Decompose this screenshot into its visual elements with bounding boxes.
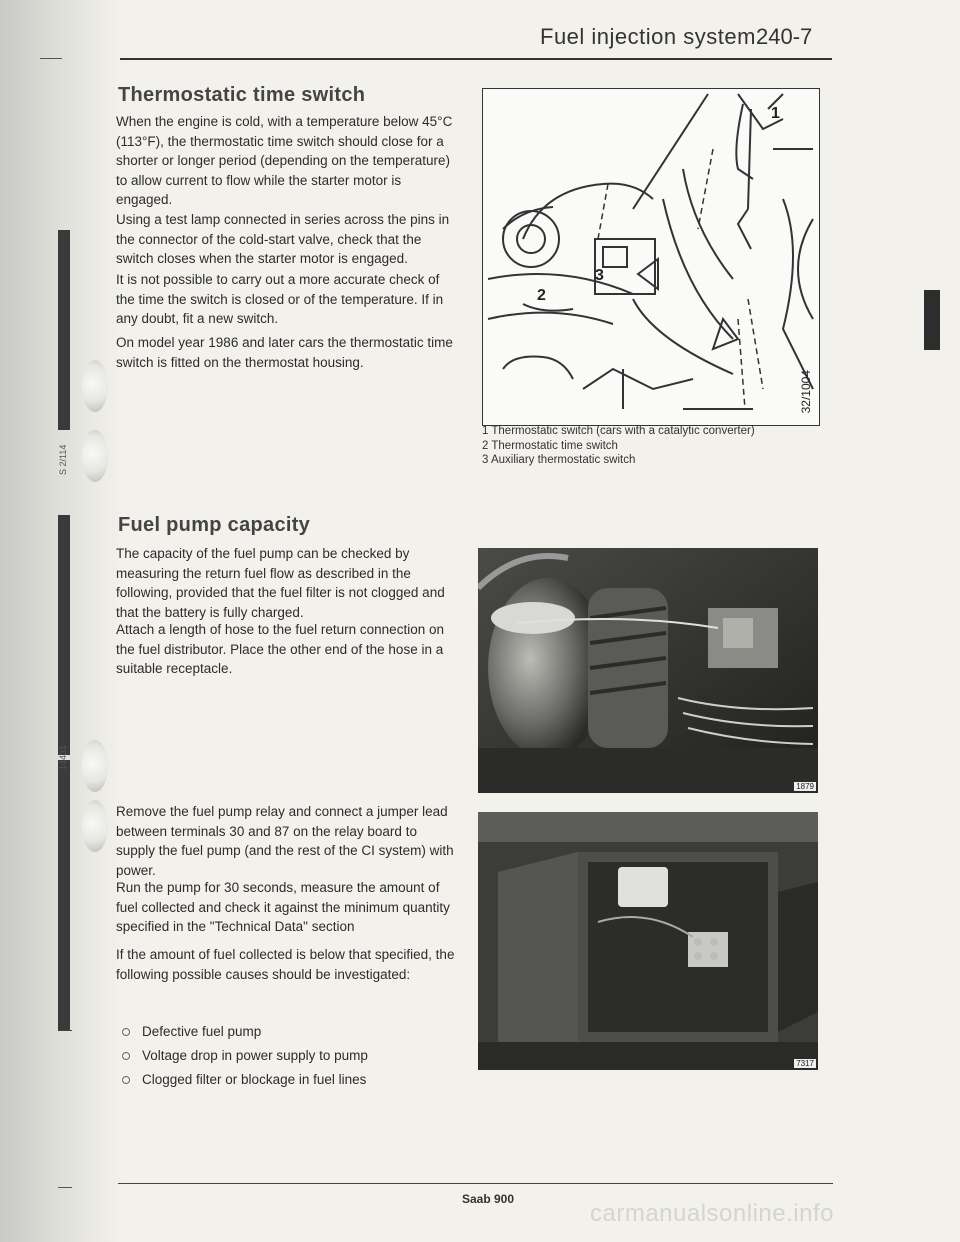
callout-3: 3 — [595, 267, 604, 284]
binding-edge-strip — [58, 760, 70, 1030]
list-item — [118, 1044, 448, 1068]
paragraph: If the amount of fuel collected is below that specified, the following possible causes should be investigated: — [116, 947, 455, 982]
figure-caption — [482, 424, 822, 468]
paragraph: On model year 1986 and later cars the thermostatic time switch is fitted on the thermostat housing. — [116, 335, 453, 370]
punch-hole — [82, 740, 108, 792]
footer-left-tick — [58, 1187, 72, 1188]
section-tab-marker — [924, 290, 940, 350]
paragraph: When the engine is cold, with a temperature below 45°C (113°F), the thermostatic time switch should close for a shorter or longer period (depending on the temperature) to allow current to flow while the starter motor is engaged. — [116, 114, 453, 207]
callout-1: 1 — [771, 105, 780, 122]
engine-diagram — [482, 88, 820, 426]
watermark: carmanualsonline.info — [590, 1200, 834, 1227]
footer-text: Saab 900 — [461, 1192, 515, 1206]
punch-hole — [82, 800, 108, 852]
header-rule — [120, 58, 832, 60]
section-heading-thermostatic: Thermostatic time switch — [118, 84, 366, 106]
diagram-drawing — [483, 89, 819, 425]
figure-code: 32/1004 — [799, 369, 813, 413]
photo-rendering — [478, 548, 818, 793]
edge-tick — [58, 1030, 72, 1031]
list-item — [118, 1068, 448, 1092]
photo-code: 1879 — [796, 782, 814, 791]
paragraph: Using a test lamp connected in series across the pins in the connector of the cold-start valve, check that the switch closes when the starter motor is engaged. — [116, 212, 450, 266]
margin-code: 14431 — [58, 744, 68, 770]
paragraph: Remove the fuel pump relay and connect a jumper lead between terminals 30 and 87 on the relay board to supply the fuel pump (and the rest of the CI system) with power. — [116, 804, 454, 878]
bullet-icon — [122, 1052, 130, 1060]
list-item-text: Voltage drop in power supply to pump — [142, 1048, 368, 1063]
caption-item: 2 Thermostatic time switch — [482, 439, 618, 452]
caption-item: 3 Auxiliary thermostatic switch — [482, 454, 636, 466]
photo-fuel-receptacle — [478, 548, 818, 793]
photo-relay-board — [478, 812, 818, 1070]
list-item-text: Clogged filter or blockage in fuel lines — [142, 1072, 367, 1087]
photo-rendering — [478, 812, 818, 1070]
paragraph: Run the pump for 30 seconds, measure the amount of fuel collected and check it against the minimum quantity specified in the "Technical Data" section — [116, 880, 450, 934]
header-left-tick — [40, 58, 62, 59]
section-heading-fuel-pump: Fuel pump capacity — [118, 514, 311, 536]
causes-list — [118, 1020, 448, 1092]
footer-rule — [118, 1183, 833, 1184]
list-item-text: Defective fuel pump — [142, 1024, 262, 1039]
callout-2: 2 — [537, 287, 546, 304]
bullet-icon — [122, 1028, 130, 1036]
margin-code: S 2/114 — [58, 444, 68, 475]
punch-hole — [82, 430, 108, 482]
paragraph: It is not possible to carry out a more accurate check of the time the switch is closed or of the temperature. If in any doubt, fit a new switch. — [116, 272, 444, 326]
bullet-icon — [122, 1076, 130, 1084]
page-header-title: Fuel injection system — [540, 24, 756, 49]
binding-edge-strip — [58, 230, 70, 430]
paragraph: The capacity of the fuel pump can be checked by measuring the return fuel flow as described in the following, provided that the fuel filter is not clogged and that the battery is fully charged. — [116, 546, 445, 620]
page-number: 240-7 — [756, 24, 813, 49]
caption-item: 1 Thermostatic switch (cars with a catalytic converter) — [482, 425, 755, 437]
punch-hole — [82, 360, 108, 412]
paragraph: Attach a length of hose to the fuel return connection on the fuel distributor. Place the other end of the hose in a suitable receptacle. — [116, 622, 444, 676]
photo-code: 7317 — [796, 1059, 814, 1068]
list-item — [118, 1020, 448, 1044]
binding-edge-strip — [58, 515, 70, 755]
